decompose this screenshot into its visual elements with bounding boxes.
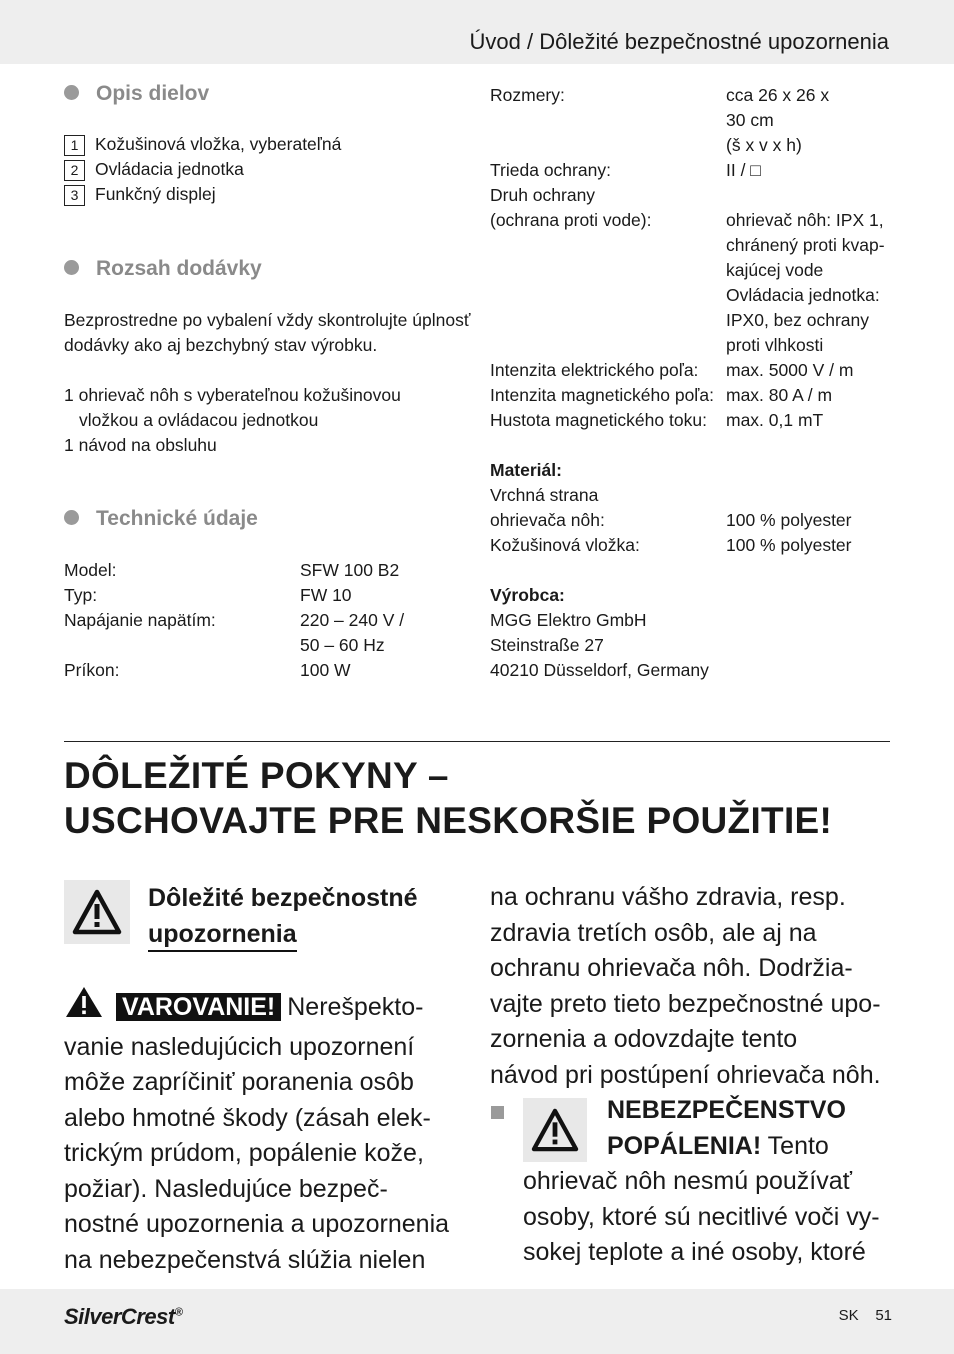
row-value: kajúcej vode xyxy=(726,260,824,280)
text-line: Tento xyxy=(761,1131,829,1160)
text-line: 1 návod na obsluhu xyxy=(64,435,217,455)
row-value: 50 – 60 Hz xyxy=(300,635,385,655)
delivery-text xyxy=(64,308,474,458)
warning-line xyxy=(64,985,474,1030)
maker-line: Steinstraße 27 xyxy=(490,635,604,655)
burn-title-line: POPÁLENIA! xyxy=(607,1131,762,1160)
maker-title: Výrobca: xyxy=(490,585,565,605)
row-label: Typ: xyxy=(64,585,98,605)
row-label: Intenzita magnetického poľa: xyxy=(490,385,714,405)
table-row xyxy=(64,583,404,608)
warning-triangle-icon xyxy=(64,985,104,1030)
text-line: 1 ohrievač nôh s vyberateľnou kožušinovou xyxy=(64,385,401,405)
bullet-icon xyxy=(64,260,79,275)
warning-label: VAROVANIE! xyxy=(116,993,281,1021)
text-line: Nerešpekto- xyxy=(287,993,424,1021)
text-line: na ochranu vášho zdravia, resp. xyxy=(490,883,846,911)
row-label: Napájanie napätím: xyxy=(64,610,216,630)
page-number xyxy=(839,1307,892,1324)
part-number: 1 xyxy=(64,135,85,156)
important-heading xyxy=(64,753,832,843)
text-line: vanie nasledujúcich upozornení xyxy=(64,1032,415,1061)
row-value: 30 cm xyxy=(726,110,774,130)
parts-list xyxy=(64,132,341,207)
text-line: zornenia a odovzdajte tento xyxy=(490,1025,798,1053)
row-value: ohrievač nôh: IPX 1, xyxy=(726,210,884,230)
table-row xyxy=(490,83,900,108)
safety-title-line: Dôležité bezpečnostné xyxy=(148,884,418,912)
tech-table xyxy=(64,558,404,683)
table-row xyxy=(64,658,404,683)
row-value: chránený proti kvap- xyxy=(726,235,885,255)
text-line: ochranu ohrievača nôh. Dodržia- xyxy=(490,954,853,982)
maker-line: 40210 Düsseldorf, Germany xyxy=(490,660,709,680)
page-header xyxy=(0,0,954,64)
table-row xyxy=(490,408,900,433)
table-row xyxy=(490,233,900,258)
material-title: Materiál: xyxy=(490,460,562,480)
table-row xyxy=(490,358,900,383)
row-value: IPX0, bez ochrany xyxy=(726,310,869,330)
row-label: Rozmery: xyxy=(490,85,565,105)
list-item xyxy=(64,182,341,207)
text-line: na nebezpečenstvá slúžia nielen xyxy=(64,1245,426,1274)
language-code: SK xyxy=(838,1307,859,1324)
row-value: 100 % polyester xyxy=(726,535,852,555)
specs-table xyxy=(490,83,900,683)
section-title: Rozsah dodávky xyxy=(96,257,262,280)
part-label: Funkčný displej xyxy=(95,184,216,204)
part-number: 2 xyxy=(64,160,85,181)
table-row xyxy=(64,633,404,658)
text-line: zdravia tretích osôb, ale aj na xyxy=(490,918,817,947)
row-label: Trieda ochrany: xyxy=(490,160,611,180)
text-line: vložkou a ovládacou jednotkou xyxy=(79,410,319,430)
table-row xyxy=(490,208,900,233)
row-label: Kožušinová vložka: xyxy=(490,535,640,555)
bullet-square xyxy=(491,1106,504,1124)
row-label: Model: xyxy=(64,560,117,580)
safety-title-line: upozornenia xyxy=(148,918,297,952)
row-label: Vrchná strana xyxy=(490,485,599,505)
text-line: nostné upozornenia a upozornenia xyxy=(64,1210,450,1238)
table-row xyxy=(490,183,900,208)
header-title: Úvod / Dôležité bezpečnostné upozornenia xyxy=(469,29,889,54)
row-label: Intenzita elektrického poľa: xyxy=(490,360,699,380)
table-row xyxy=(490,283,900,308)
table-row xyxy=(490,108,900,133)
row-value: proti vlhkosti xyxy=(726,335,824,355)
page-number-value: 51 xyxy=(875,1307,892,1324)
text-line: osoby, ktoré sú necitlivé voči vy- xyxy=(523,1202,880,1231)
table-row xyxy=(490,133,900,158)
row-label: Druh ochrany xyxy=(490,185,596,205)
text-line: môže zapríčiniť poranenia osôb xyxy=(64,1068,414,1096)
row-value: SFW 100 B2 xyxy=(300,560,400,580)
text-line: alebo hmotné škody (zásah elek- xyxy=(64,1103,431,1132)
section-title: Technické údaje xyxy=(96,507,258,530)
section-delivery-heading xyxy=(64,257,262,281)
brand-logo: SilverCrest® xyxy=(64,1304,183,1329)
table-row xyxy=(490,258,900,283)
row-value: Ovládacia jednotka: xyxy=(726,285,880,305)
text-line: ohrievač nôh nesmú používať xyxy=(523,1167,853,1195)
table-row xyxy=(490,308,900,333)
text-line: Bezprostredne po vybalení vždy skontrolujte úplnosť xyxy=(64,310,471,330)
text-line: vajte preto tieto bezpečnostné upo- xyxy=(490,989,881,1018)
row-value: 100 W xyxy=(300,660,351,680)
safety-title xyxy=(148,880,418,952)
maker-line: MGG Elektro GmbH xyxy=(490,610,647,630)
row-value: FW 10 xyxy=(300,585,352,605)
divider xyxy=(64,741,890,742)
text-line: sokej teplote a iné osoby, ktoré xyxy=(523,1238,866,1266)
row-value: cca 26 x 26 x xyxy=(726,85,830,105)
table-row xyxy=(490,483,900,508)
warning-icon xyxy=(523,1098,587,1162)
row-label: Hustota magnetického toku: xyxy=(490,410,707,430)
section-tech-heading xyxy=(64,507,258,531)
row-label: (ochrana proti vode): xyxy=(490,210,652,230)
table-row xyxy=(490,508,900,533)
warning-icon xyxy=(64,880,130,944)
heading-line: USCHOVAJTE PRE NESKORŠIE POUŽITIE! xyxy=(64,800,833,841)
table-row xyxy=(490,333,900,358)
part-label: Kožušinová vložka, vyberateľná xyxy=(95,134,342,154)
section-title: Opis dielov xyxy=(96,82,210,105)
list-item xyxy=(64,157,341,182)
burn-title-line: NEBEZPEČENSTVO xyxy=(607,1096,846,1124)
row-label: Príkon: xyxy=(64,660,120,680)
row-value: (š x v x h) xyxy=(726,135,802,155)
row-label: ohrievača nôh: xyxy=(490,510,605,530)
part-label: Ovládacia jednotka xyxy=(95,159,244,179)
bullet-icon xyxy=(64,85,79,100)
bullet-icon xyxy=(64,510,79,525)
safety-left-text xyxy=(64,985,474,1278)
heading-line: DÔLEŽITÉ POKYNY – xyxy=(64,755,449,796)
table-row xyxy=(64,558,404,583)
table-row xyxy=(490,383,900,408)
row-value: max. 80 A / m xyxy=(726,385,833,405)
list-item xyxy=(64,132,341,157)
text-line: návod pri postúpení ohrievača nôh. xyxy=(490,1060,881,1089)
row-value: II / □ xyxy=(726,160,761,180)
row-value: max. 0,1 mT xyxy=(726,410,824,430)
burn-text xyxy=(523,1164,923,1271)
table-row xyxy=(490,158,900,183)
burn-title xyxy=(607,1093,846,1164)
row-value: max. 5000 V / m xyxy=(726,360,854,380)
part-number: 3 xyxy=(64,185,85,206)
table-row xyxy=(490,533,900,558)
text-line: trickým prúdom, popálenie kože, xyxy=(64,1139,424,1167)
row-value: 100 % polyester xyxy=(726,510,852,530)
table-row xyxy=(64,608,404,633)
text-line: dodávky ako aj bezchybný stav výrobku. xyxy=(64,335,378,355)
safety-right-text xyxy=(490,880,910,1093)
text-line: požiar). Nasledujúce bezpeč- xyxy=(64,1174,388,1203)
row-value: 220 – 240 V / xyxy=(300,610,405,630)
section-parts-heading xyxy=(64,82,209,106)
